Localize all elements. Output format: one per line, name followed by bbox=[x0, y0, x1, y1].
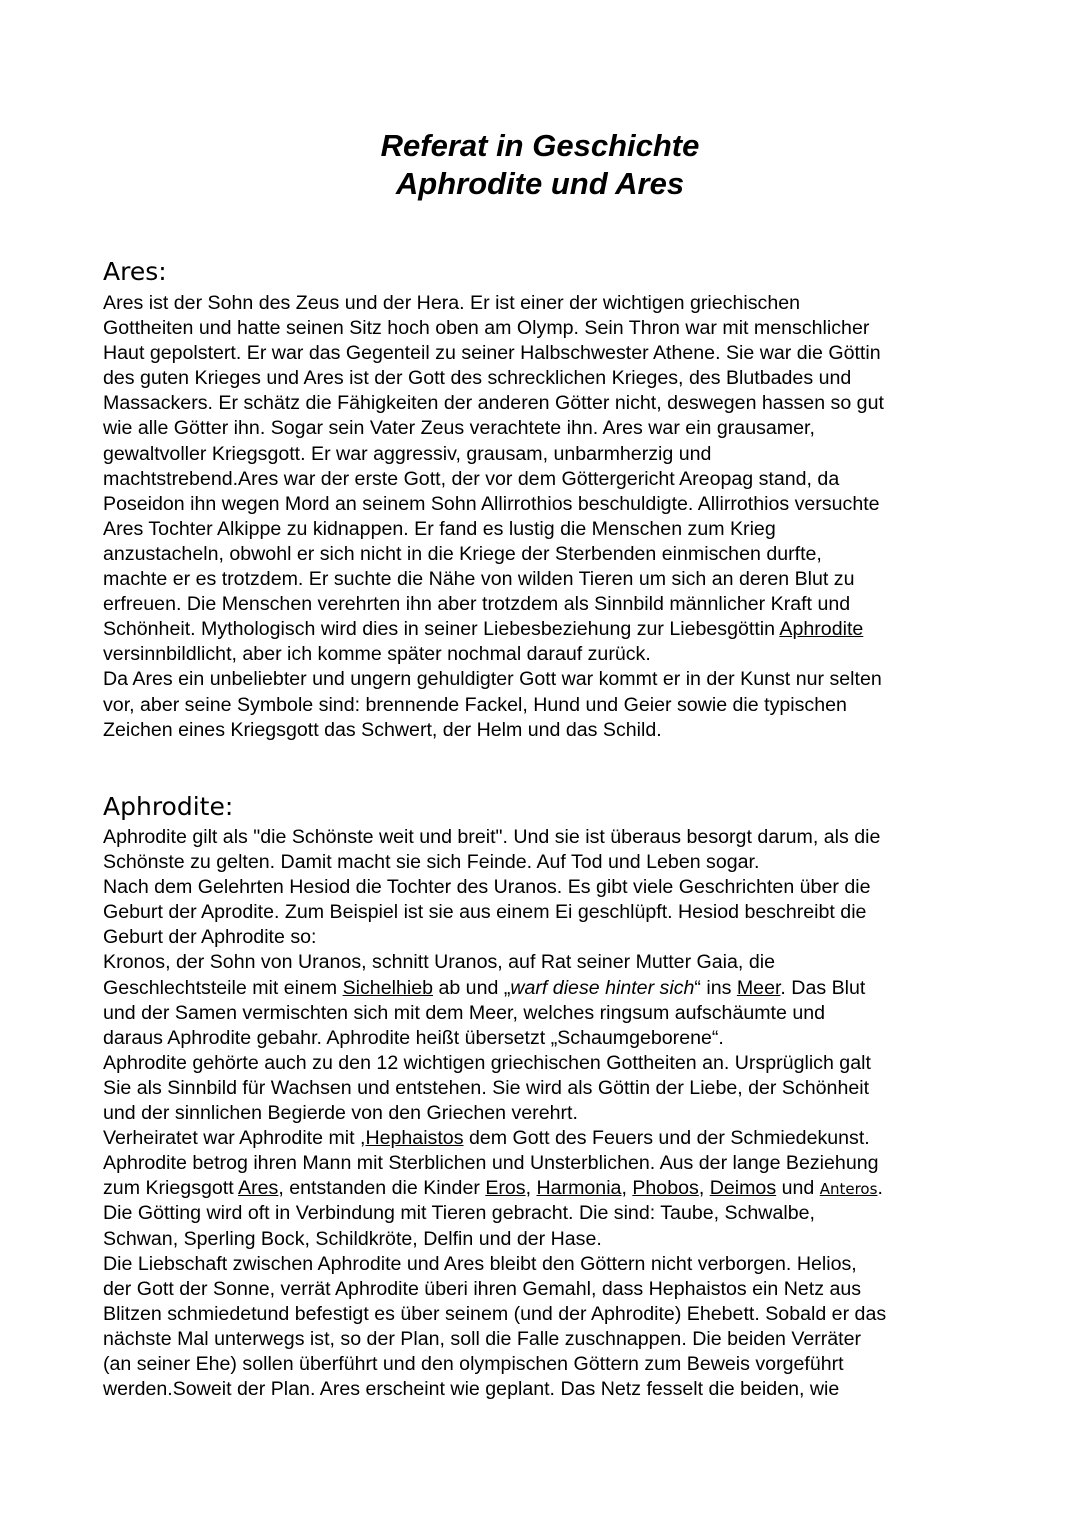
text-line: Gottheiten und hatte seinen Sitz hoch oben am Olymp. Sein Thron war mit menschlicher bbox=[103, 317, 870, 340]
text-line: und der sinnlichen Begierde von den Griechen verehrt. bbox=[103, 1102, 578, 1125]
italic-quote: warf diese hinter sich bbox=[510, 976, 695, 999]
text-line: Massackers. Er schätz die Fähigkeiten der anderen Götter nicht, deswegen hassen so gut bbox=[103, 392, 884, 415]
text-line: Schönste zu gelten. Damit macht sie sich Feinde. Auf Tod und Leben sogar. bbox=[103, 851, 760, 874]
text-line: und der Samen vermischten sich mit dem Meer, welches ringsum aufschäumte und bbox=[103, 1001, 826, 1024]
text-line: anzustacheln, obwohl er sich nicht in die Kriege der Sterbenden einmischen durfte, bbox=[103, 542, 822, 565]
text-fragment: . bbox=[877, 1177, 883, 1200]
ares-heading: Ares: bbox=[103, 257, 167, 286]
aphrodite-heading: Aphrodite: bbox=[103, 792, 234, 821]
meer-link[interactable]: Meer bbox=[736, 976, 781, 999]
document-title-line2: Aphrodite und Ares bbox=[395, 166, 685, 201]
text-line: Sie als Sinnbild für Wachsen und entstehen. Sie wird als Göttin der Liebe, der Schönheit bbox=[103, 1076, 870, 1099]
text-line: der Gott der Sonne, verrät Aphrodite überi ihren Gemahl, dass Hephaistos ein Netz aus bbox=[103, 1277, 862, 1300]
phobos-link[interactable]: Phobos bbox=[632, 1177, 699, 1200]
eros-link[interactable]: Eros bbox=[485, 1177, 526, 1200]
text-fragment: , entstanden die Kinder bbox=[278, 1177, 486, 1200]
sichelhieb-link[interactable]: Sichelhieb bbox=[342, 976, 433, 999]
text-line: Aphrodite gilt als "die Schönste weit und breit". Und sie ist überaus besorgt darum, als die bbox=[103, 826, 881, 848]
text-line: Haut gepolstert. Er war das Gegenteil zu seiner Halbschwester Athene. Sie war die Göttin bbox=[103, 342, 881, 365]
text-line: Geburt der Aprodite. Zum Beispiel ist sie aus einem Ei geschlüpft. Hesiod beschreibt die bbox=[103, 901, 867, 924]
text-line bbox=[103, 617, 983, 642]
text-line: nächste Mal unterwegs ist, so der Plan, soll die Falle zuschnappen. Die beiden Verräter bbox=[103, 1327, 862, 1350]
text-line: machtstrebend.Ares war der erste Gott, der vor dem Göttergericht Areopag stand, da bbox=[103, 467, 840, 490]
text-line: Aphrodite betrog ihren Mann mit Sterblichen und Unsterblichen. Aus der lange Beziehung bbox=[103, 1152, 879, 1175]
text-fragment: . Das Blut bbox=[780, 976, 866, 999]
deimos-link[interactable]: Deimos bbox=[709, 1177, 777, 1200]
hephaistos-link[interactable]: Hephaistos bbox=[365, 1127, 464, 1150]
text-fragment: , bbox=[698, 1177, 710, 1200]
text-line bbox=[103, 1126, 983, 1151]
text-line: wie alle Götter ihn. Sogar sein Vater Zeus verachtete ihn. Ares war ein grausamer, bbox=[103, 417, 815, 440]
text-fragment: , bbox=[621, 1177, 633, 1200]
aphrodite-section-body bbox=[103, 825, 983, 1402]
text-line: Zeichen eines Kriegsgott das Schwert, der Helm und das Schild. bbox=[103, 718, 662, 741]
text-line bbox=[103, 1176, 983, 1201]
text-fragment: Schönheit. Mythologisch wird dies in seiner Liebesbeziehung zur Liebesgöttin bbox=[103, 618, 780, 641]
text-line: Aphrodite gehörte auch zu den 12 wichtigen griechischen Gottheiten an. Ursprüglich galt bbox=[103, 1051, 871, 1074]
text-line: (an seiner Ehe) sollen überführt und den olympischen Göttern zum Beweis vorgeführt bbox=[103, 1352, 844, 1375]
text-line: erfreuen. Die Menschen verehrten ihn aber trotzdem als Sinnbild männlicher Kraft und bbox=[103, 593, 851, 616]
text-line: daraus Aphrodite gebahr. Aphrodite heißt übersetzt „Schaumgeborene“. bbox=[103, 1026, 724, 1049]
text-line: Da Ares ein unbeliebter und ungern gehuldigter Gott war kommt er in der Kunst nur selten bbox=[103, 668, 882, 691]
ares-section-body bbox=[103, 291, 983, 743]
harmonia-link[interactable]: Harmonia bbox=[536, 1177, 622, 1200]
text-line: Ares Tochter Alkippe zu kidnappen. Er fand es lustig die Menschen zum Krieg bbox=[103, 517, 776, 540]
document-title-line1: Referat in Geschichte bbox=[380, 128, 700, 163]
text-line: Die Götting wird oft in Verbindung mit Tieren gebracht. Die sind: Taube, Schwalbe, bbox=[103, 1202, 815, 1225]
aphrodite-link[interactable]: Aphrodite bbox=[779, 618, 864, 641]
text-line: Geburt der Aphrodite so: bbox=[103, 926, 317, 949]
anteros-link[interactable]: Anteros bbox=[819, 1180, 878, 1199]
text-line: versinnbildlicht, aber ich komme später nochmal darauf zurück. bbox=[103, 643, 651, 666]
text-line: Kronos, der Sohn von Uranos, schnitt Uranos, auf Rat seiner Mutter Gaia, die bbox=[103, 951, 775, 974]
text-line: des guten Krieges und Ares ist der Gott des schrecklichen Krieges, des Blutbades und bbox=[103, 367, 852, 390]
text-line: Nach dem Gelehrten Hesiod die Tochter des Uranos. Es gibt viele Geschrichten über die bbox=[103, 876, 871, 899]
text-line bbox=[103, 976, 983, 1001]
text-line: vor, aber seine Symbole sind: brennende Fackel, Hund und Geier sowie die typischen bbox=[103, 693, 847, 716]
text-fragment: zum Kriegsgott bbox=[103, 1177, 239, 1200]
text-fragment: Geschlechtsteile mit einem bbox=[103, 976, 343, 999]
text-fragment: dem Gott des Feuers und der Schmiedekunst. bbox=[463, 1127, 870, 1150]
text-line: Ares ist der Sohn des Zeus und der Hera. Er ist einer der wichtigen griechischen bbox=[103, 292, 801, 314]
text-line: Poseidon ihn wegen Mord an seinem Sohn Allirrothios beschuldigte. Allirrothios versuchte bbox=[103, 492, 880, 515]
text-line: werden.Soweit der Plan. Ares erscheint wie geplant. Das Netz fesselt die beiden, wie bbox=[103, 1378, 840, 1401]
ares-link[interactable]: Ares bbox=[238, 1177, 279, 1200]
text-line: Blitzen schmiedetund befestigt es über seinem (und der Aphrodite) Ehebett. Sobald er das bbox=[103, 1302, 887, 1325]
text-fragment: Verheiratet war Aphrodite mit , bbox=[103, 1127, 366, 1150]
text-line: Die Liebschaft zwischen Aphrodite und Ares bleibt den Göttern nicht verborgen. Helios, bbox=[103, 1252, 857, 1275]
text-line: machte er es trotzdem. Er suchte die Nähe von wilden Tieren um sich an deren Blut zu bbox=[103, 568, 855, 591]
text-fragment: ab und „ bbox=[433, 976, 511, 999]
text-fragment: , bbox=[525, 1177, 537, 1200]
text-fragment: und bbox=[776, 1177, 820, 1200]
text-line: Schwan, Sperling Bock, Schildkröte, Delfin und der Hase. bbox=[103, 1227, 602, 1250]
text-line: gewaltvoller Kriegsgott. Er war aggressiv, grausam, unbarmherzig und bbox=[103, 442, 712, 465]
text-fragment: “ ins bbox=[694, 976, 737, 999]
